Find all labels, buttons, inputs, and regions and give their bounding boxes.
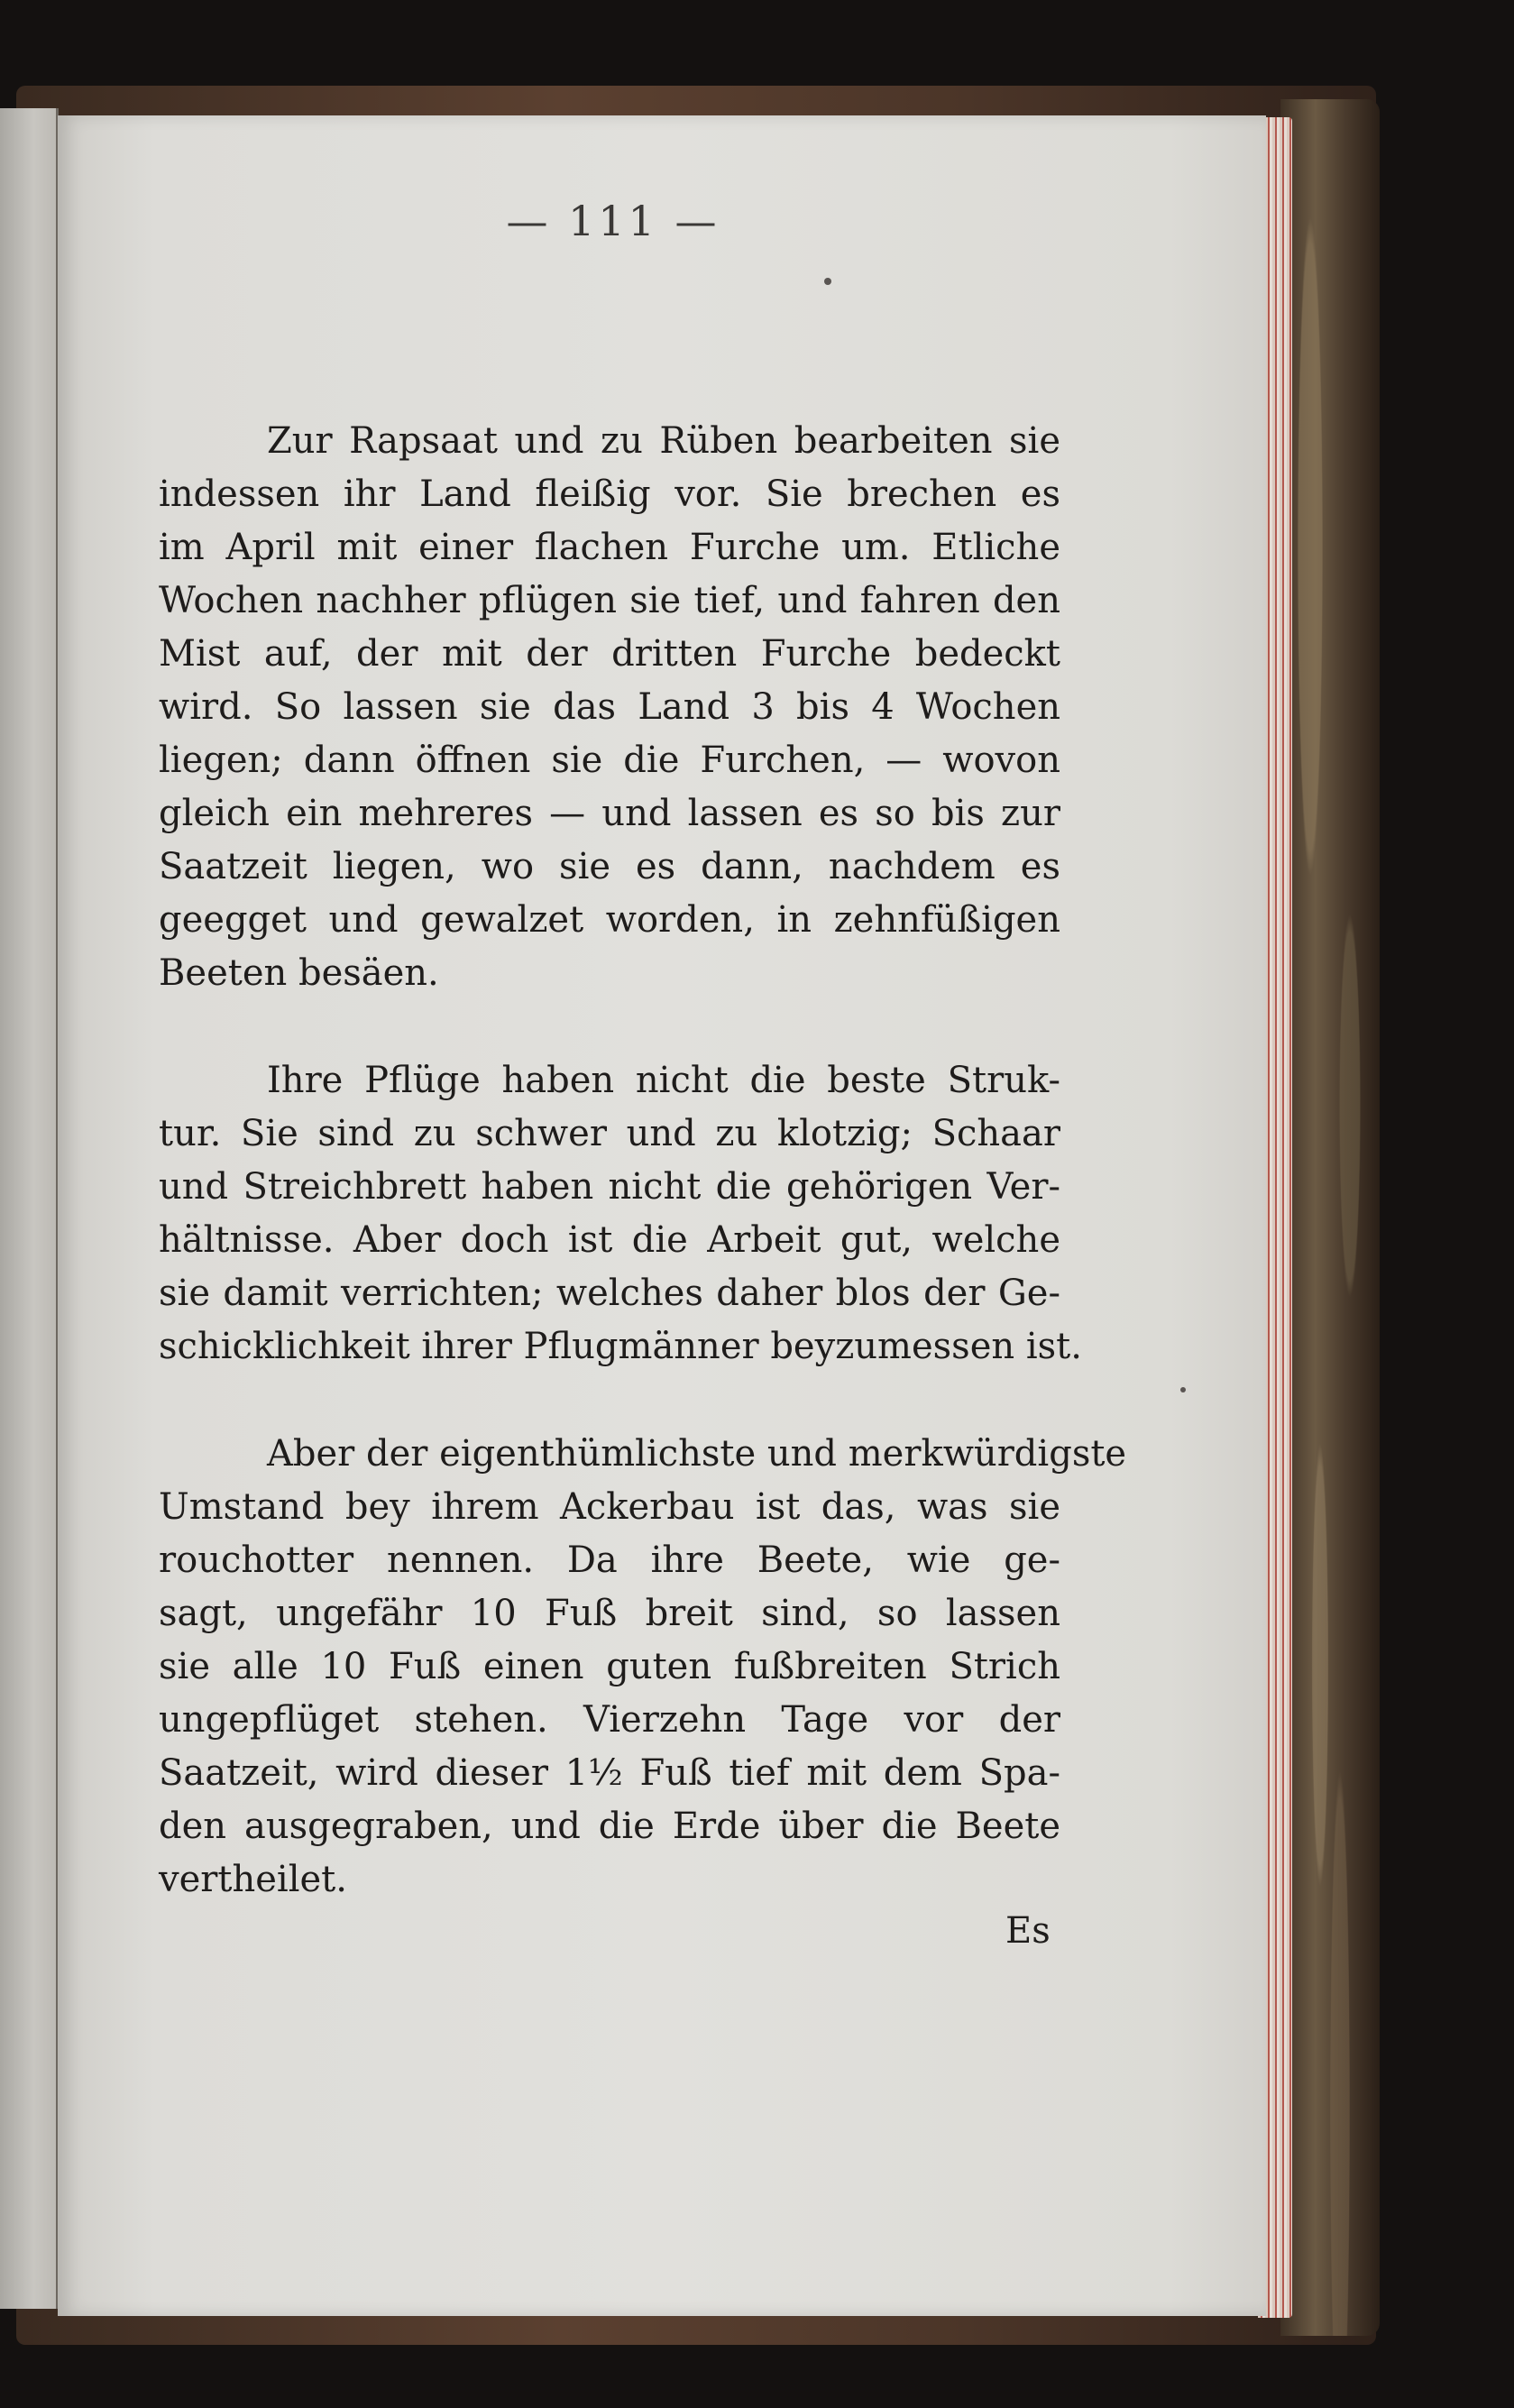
text-line: geegget und gewalzet worden, in zehnfüßigen bbox=[159, 899, 1060, 941]
paper-speck bbox=[824, 278, 831, 285]
paper-speck bbox=[1180, 1387, 1186, 1392]
text-line: gleich ein mehreres — und lassen es so bis zur bbox=[159, 793, 1060, 834]
text-line: tur. Sie sind zu schwer und zu klotzig; Schaar bbox=[159, 1113, 1060, 1154]
text-line: Wochen nachher pflügen sie tief, und fahren den bbox=[159, 580, 1060, 621]
text-line: hältnisse. Aber doch ist die Arbeit gut, welche bbox=[159, 1219, 1060, 1261]
paragraph bbox=[159, 1054, 1082, 1374]
marbled-cover-edge bbox=[1280, 99, 1380, 2336]
body-text bbox=[159, 415, 1127, 1907]
text-line: sie damit verrichten; welches daher blos der Ge- bbox=[159, 1273, 1060, 1314]
text-line: Saatzeit, wird dieser 1½ Fuß tief mit dem Spa- bbox=[159, 1752, 1060, 1794]
text-line: Aber der eigenthümlichste und merkwürdigste bbox=[267, 1433, 1127, 1475]
text-line: im April mit einer flachen Furche um. Etliche bbox=[159, 527, 1060, 568]
page-number: — 111 — bbox=[506, 197, 720, 245]
paragraph bbox=[159, 1428, 1127, 1907]
text-line: Saatzeit liegen, wo sie es dann, nachdem es bbox=[159, 846, 1060, 887]
text-line: indessen ihr Land fleißig vor. Sie brechen es bbox=[159, 473, 1060, 515]
catchword: Es bbox=[1005, 1910, 1051, 1952]
text-line: schicklichkeit ihrer Pflugmänner beyzumessen ist. bbox=[159, 1326, 1082, 1367]
text-line: Ihre Pflüge haben nicht die beste Struk- bbox=[267, 1060, 1060, 1101]
paragraph-gap bbox=[159, 1000, 1060, 1054]
text-line: und Streichbrett haben nicht die gehörigen Ver- bbox=[159, 1166, 1060, 1208]
text-line: Umstand bey ihrem Ackerbau ist das, was sie bbox=[159, 1486, 1060, 1528]
facing-page-edge bbox=[0, 108, 59, 2309]
text-line: liegen; dann öffnen sie die Furchen, — wovon bbox=[159, 740, 1060, 781]
paragraph-gap bbox=[159, 1374, 1060, 1428]
text-line: Mist auf, der mit der dritten Furche bedeckt bbox=[159, 633, 1060, 675]
text-line: sagt, ungefähr 10 Fuß breit sind, so lassen bbox=[159, 1593, 1060, 1634]
text-line: sie alle 10 Fuß einen guten fußbreiten Strich bbox=[159, 1646, 1060, 1687]
text-line: Zur Rapsaat und zu Rüben bearbeiten sie bbox=[267, 420, 1060, 462]
text-line: wird. So lassen sie das Land 3 bis 4 Wochen bbox=[159, 686, 1060, 728]
paragraph bbox=[159, 415, 1060, 1000]
text-line: rouchotter nennen. Da ihre Beete, wie ge- bbox=[159, 1539, 1060, 1581]
text-line: ungepflüget stehen. Vierzehn Tage vor der bbox=[159, 1699, 1060, 1741]
text-line: Beeten besäen. bbox=[159, 952, 439, 994]
text-line: den ausgegraben, und die Erde über die Beete bbox=[159, 1806, 1060, 1847]
text-line: vertheilet. bbox=[159, 1859, 347, 1900]
